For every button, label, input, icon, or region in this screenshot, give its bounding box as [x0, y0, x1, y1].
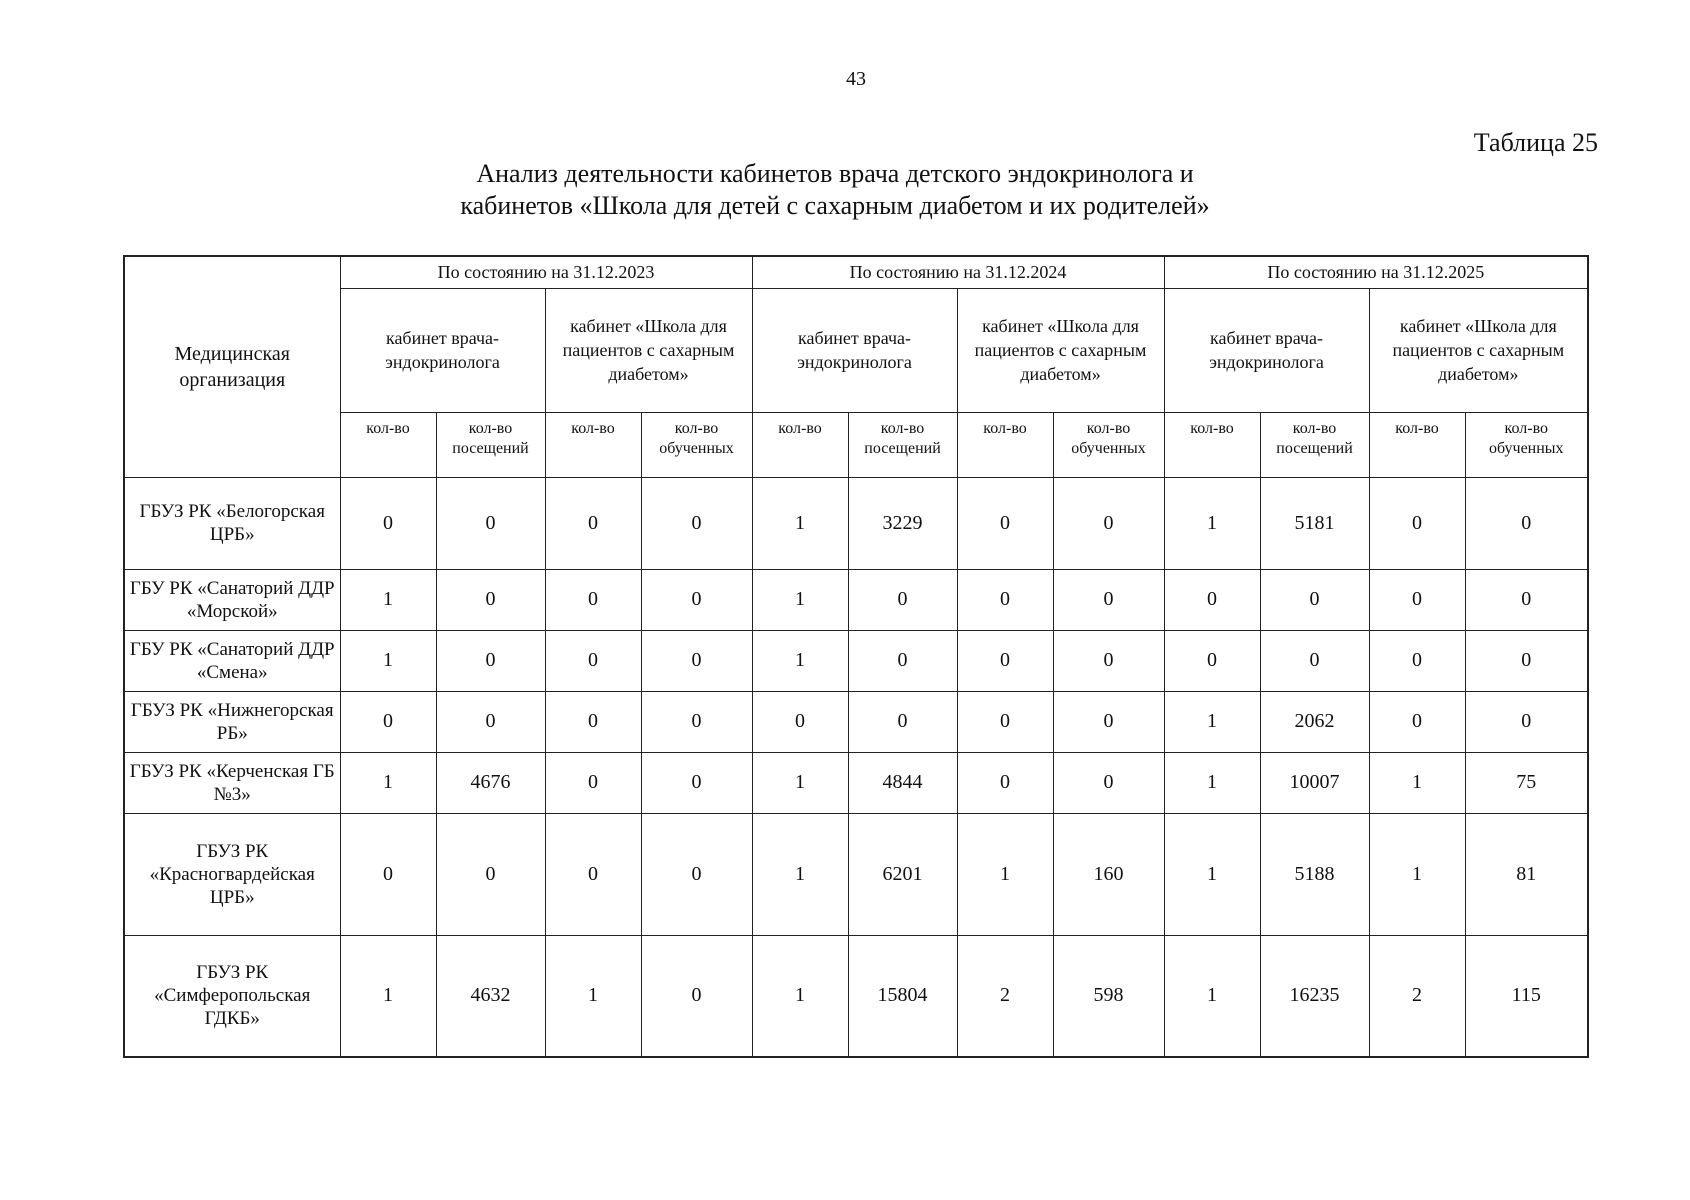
value-cell: 0	[1369, 569, 1465, 630]
value-cell: 1	[1369, 813, 1465, 935]
table-row	[124, 569, 1588, 630]
table-row	[124, 752, 1588, 813]
value-cell: 0	[340, 813, 436, 935]
header-metric: кол-во посещений	[848, 412, 957, 477]
document-title	[280, 158, 1390, 222]
value-cell: 1	[752, 477, 848, 569]
org-name-cell: ГБУЗ РК «Белогорская ЦРБ»	[124, 477, 340, 569]
value-cell: 598	[1053, 935, 1164, 1057]
value-cell: 0	[436, 569, 545, 630]
value-cell: 0	[957, 752, 1053, 813]
data-table	[123, 255, 1589, 1058]
value-cell: 0	[1260, 569, 1369, 630]
value-cell: 0	[641, 935, 752, 1057]
value-cell: 0	[1164, 630, 1260, 691]
value-cell: 0	[957, 569, 1053, 630]
value-cell: 0	[848, 630, 957, 691]
org-name-cell: ГБУЗ РК «Симферопольская ГДКБ»	[124, 935, 340, 1057]
value-cell: 0	[641, 813, 752, 935]
value-cell: 1	[545, 935, 641, 1057]
header-metric: кол-во	[752, 412, 848, 477]
value-cell: 1	[752, 935, 848, 1057]
header-period-2023: По состоянию на 31.12.2023	[340, 256, 752, 288]
value-cell: 0	[1465, 569, 1588, 630]
value-cell: 4844	[848, 752, 957, 813]
value-cell: 0	[641, 691, 752, 752]
value-cell: 16235	[1260, 935, 1369, 1057]
header-cabinet: кабинет «Школа для пациентов с сахарным диабетом»	[1369, 288, 1588, 412]
value-cell: 0	[1053, 752, 1164, 813]
header-row-periods	[124, 256, 1588, 288]
header-row-metrics	[124, 412, 1588, 477]
header-metric: кол-во	[545, 412, 641, 477]
title-line-1: Анализ деятельности кабинетов врача детского эндокринолога и	[476, 159, 1194, 188]
value-cell: 5188	[1260, 813, 1369, 935]
header-metric: кол-во	[340, 412, 436, 477]
title-line-2: кабинетов «Школа для детей с сахарным диабетом и их родителей»	[460, 191, 1210, 220]
value-cell: 0	[1369, 477, 1465, 569]
value-cell: 0	[545, 691, 641, 752]
value-cell: 0	[957, 477, 1053, 569]
value-cell: 0	[957, 630, 1053, 691]
header-metric: кол-во обученных	[1465, 412, 1588, 477]
value-cell: 0	[957, 691, 1053, 752]
value-cell: 81	[1465, 813, 1588, 935]
value-cell: 1	[1164, 691, 1260, 752]
value-cell: 1	[340, 752, 436, 813]
org-name-cell: ГБУЗ РК «Нижнегорская РБ»	[124, 691, 340, 752]
value-cell: 2062	[1260, 691, 1369, 752]
header-period-2024: По состоянию на 31.12.2024	[752, 256, 1164, 288]
value-cell: 3229	[848, 477, 957, 569]
value-cell: 0	[848, 691, 957, 752]
header-metric: кол-во	[1369, 412, 1465, 477]
header-metric: кол-во посещений	[436, 412, 545, 477]
value-cell: 0	[641, 477, 752, 569]
value-cell: 5181	[1260, 477, 1369, 569]
header-metric: кол-во	[1164, 412, 1260, 477]
value-cell: 0	[340, 477, 436, 569]
header-cabinet: кабинет «Школа для пациентов с сахарным диабетом»	[957, 288, 1164, 412]
value-cell: 0	[1260, 630, 1369, 691]
value-cell: 160	[1053, 813, 1164, 935]
org-name-cell: ГБУЗ РК «Красногвардейская ЦРБ»	[124, 813, 340, 935]
value-cell: 1	[340, 569, 436, 630]
value-cell: 0	[545, 477, 641, 569]
value-cell: 0	[752, 691, 848, 752]
value-cell: 0	[545, 813, 641, 935]
value-cell: 0	[641, 569, 752, 630]
value-cell: 0	[848, 569, 957, 630]
value-cell: 0	[1465, 630, 1588, 691]
header-metric: кол-во обученных	[641, 412, 752, 477]
value-cell: 1	[1369, 752, 1465, 813]
value-cell: 0	[545, 752, 641, 813]
value-cell: 0	[436, 630, 545, 691]
value-cell: 0	[1164, 569, 1260, 630]
value-cell: 75	[1465, 752, 1588, 813]
value-cell: 1	[957, 813, 1053, 935]
value-cell: 0	[1053, 630, 1164, 691]
value-cell: 1	[1164, 813, 1260, 935]
value-cell: 1	[752, 813, 848, 935]
value-cell: 0	[641, 752, 752, 813]
value-cell: 0	[1369, 630, 1465, 691]
value-cell: 0	[1465, 477, 1588, 569]
header-row-cabinets	[124, 288, 1588, 412]
value-cell: 6201	[848, 813, 957, 935]
table-row	[124, 477, 1588, 569]
value-cell: 4676	[436, 752, 545, 813]
table-row	[124, 691, 1588, 752]
value-cell: 0	[1053, 691, 1164, 752]
value-cell: 0	[436, 477, 545, 569]
value-cell: 0	[436, 813, 545, 935]
value-cell: 0	[1465, 691, 1588, 752]
table-label: Таблица 25	[1473, 128, 1598, 157]
value-cell: 15804	[848, 935, 957, 1057]
value-cell: 1	[752, 630, 848, 691]
value-cell: 1	[340, 935, 436, 1057]
table-row	[124, 813, 1588, 935]
value-cell: 0	[641, 630, 752, 691]
value-cell: 0	[545, 569, 641, 630]
value-cell: 0	[545, 630, 641, 691]
value-cell: 4632	[436, 935, 545, 1057]
header-cabinet: кабинет врача-эндокринолога	[1164, 288, 1369, 412]
value-cell: 1	[1164, 752, 1260, 813]
header-org: Медицинская организация	[124, 256, 340, 477]
value-cell: 0	[340, 691, 436, 752]
header-metric: кол-во посещений	[1260, 412, 1369, 477]
value-cell: 2	[1369, 935, 1465, 1057]
value-cell: 2	[957, 935, 1053, 1057]
header-cabinet: кабинет врача-эндокринолога	[340, 288, 545, 412]
header-period-2025: По состоянию на 31.12.2025	[1164, 256, 1588, 288]
value-cell: 1	[340, 630, 436, 691]
table-body	[124, 477, 1588, 1057]
value-cell: 0	[1369, 691, 1465, 752]
header-cabinet: кабинет врача-эндокринолога	[752, 288, 957, 412]
header-metric: кол-во	[957, 412, 1053, 477]
value-cell: 0	[1053, 569, 1164, 630]
value-cell: 1	[752, 569, 848, 630]
header-metric: кол-во обученных	[1053, 412, 1164, 477]
org-name-cell: ГБУЗ РК «Керченская ГБ №3»	[124, 752, 340, 813]
value-cell: 1	[1164, 935, 1260, 1057]
org-name-cell: ГБУ РК «Санаторий ДДР «Смена»	[124, 630, 340, 691]
page-number: 43	[846, 68, 866, 90]
value-cell: 1	[1164, 477, 1260, 569]
table-row	[124, 630, 1588, 691]
value-cell: 0	[1053, 477, 1164, 569]
value-cell: 0	[436, 691, 545, 752]
value-cell: 115	[1465, 935, 1588, 1057]
value-cell: 1	[752, 752, 848, 813]
value-cell: 10007	[1260, 752, 1369, 813]
org-name-cell: ГБУ РК «Санаторий ДДР «Морской»	[124, 569, 340, 630]
table-row	[124, 935, 1588, 1057]
header-cabinet: кабинет «Школа для пациентов с сахарным диабетом»	[545, 288, 752, 412]
